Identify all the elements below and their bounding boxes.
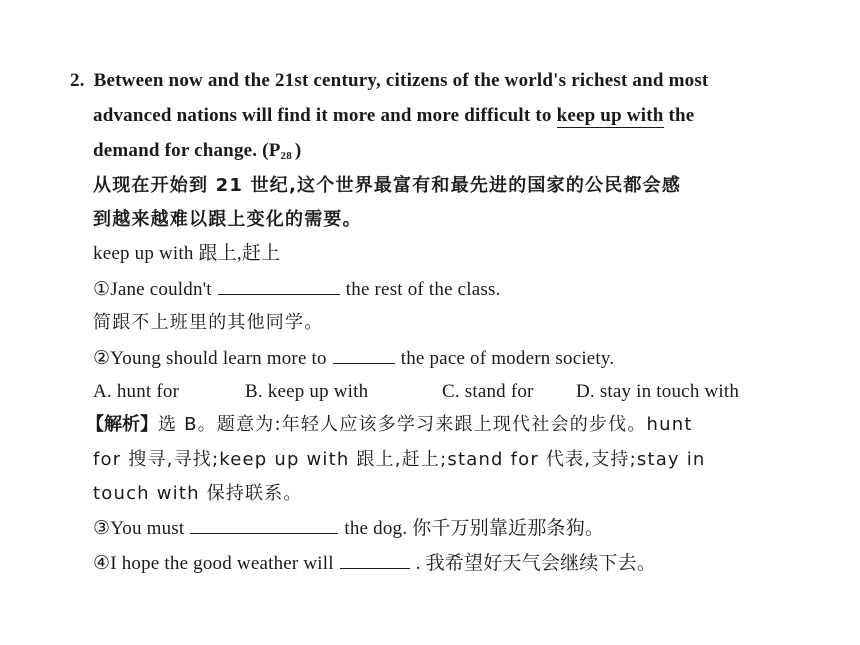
exercise-4-pre: ④I hope the good weather will xyxy=(93,553,334,574)
option-d: D. stay in touch with xyxy=(576,381,740,402)
exercise-3-pre: ③You must xyxy=(93,518,185,539)
key-phrase-underlined: keep up with xyxy=(556,105,664,126)
question-text-line-1: Between now and the 21st century, citizens of the world's richest and most xyxy=(93,70,709,91)
exercise-3 xyxy=(93,515,604,542)
exercise-2-pre: ②Young should learn more to xyxy=(93,348,327,369)
exercise-4 xyxy=(93,550,656,577)
question-text-line-2-pre: advanced nations will find it more and more difficult to xyxy=(93,105,557,126)
question-line-1 xyxy=(70,68,708,94)
exercise-4-post: . 我希望好天气会继续下去。 xyxy=(415,553,657,574)
page-reference-subscript: 28 xyxy=(280,150,292,162)
question-line-3 xyxy=(93,138,301,169)
exercise-3-post: the dog. 你千万别靠近那条狗。 xyxy=(344,518,605,539)
exercise-1 xyxy=(93,276,501,303)
question-text-line-2-post: the xyxy=(663,105,695,126)
analysis-line-3: touch with 保持联系。 xyxy=(93,483,303,504)
exercise-1-post: the rest of the class. xyxy=(345,279,501,300)
translation-line-1: 从现在开始到 21 世纪,这个世界最富有和最先进的国家的公民都会感 xyxy=(93,175,682,196)
translation-line-2: 到越来越难以跟上变化的需要。 xyxy=(93,209,362,230)
exercise-2 xyxy=(93,345,614,372)
definition: keep up with 跟上,赶上 xyxy=(93,243,281,264)
option-c: C. stand for xyxy=(442,381,534,402)
exercise-1-translation: 简跟不上班里的其他同学。 xyxy=(93,312,324,333)
question-text-line-3: demand for change. (P xyxy=(93,140,281,161)
analysis-text-line-1: 选 B。题意为:年轻人应该多学习来跟上现代社会的步伐。hunt xyxy=(158,414,693,435)
option-b: B. keep up with xyxy=(245,381,369,402)
question-line-2 xyxy=(93,103,694,129)
question-text-line-3-close: ) xyxy=(294,140,302,161)
analysis-line-2: for 搜寻,寻找;keep up with 跟上,赶上;stand for 代表,支持;stay in xyxy=(93,449,706,470)
exercise-3-blank xyxy=(190,515,338,534)
exercise-1-pre: ①Jane couldn't xyxy=(93,279,212,300)
question-number: 2. xyxy=(70,70,85,91)
analysis-line-1 xyxy=(86,412,693,438)
option-a: A. hunt for xyxy=(93,381,180,402)
exercise-2-post: the pace of modern society. xyxy=(400,348,615,369)
analysis-tag: 【解析】 xyxy=(86,414,158,435)
exercise-4-blank xyxy=(340,550,410,569)
exercise-1-blank xyxy=(218,276,340,295)
exercise-2-blank xyxy=(333,345,395,364)
